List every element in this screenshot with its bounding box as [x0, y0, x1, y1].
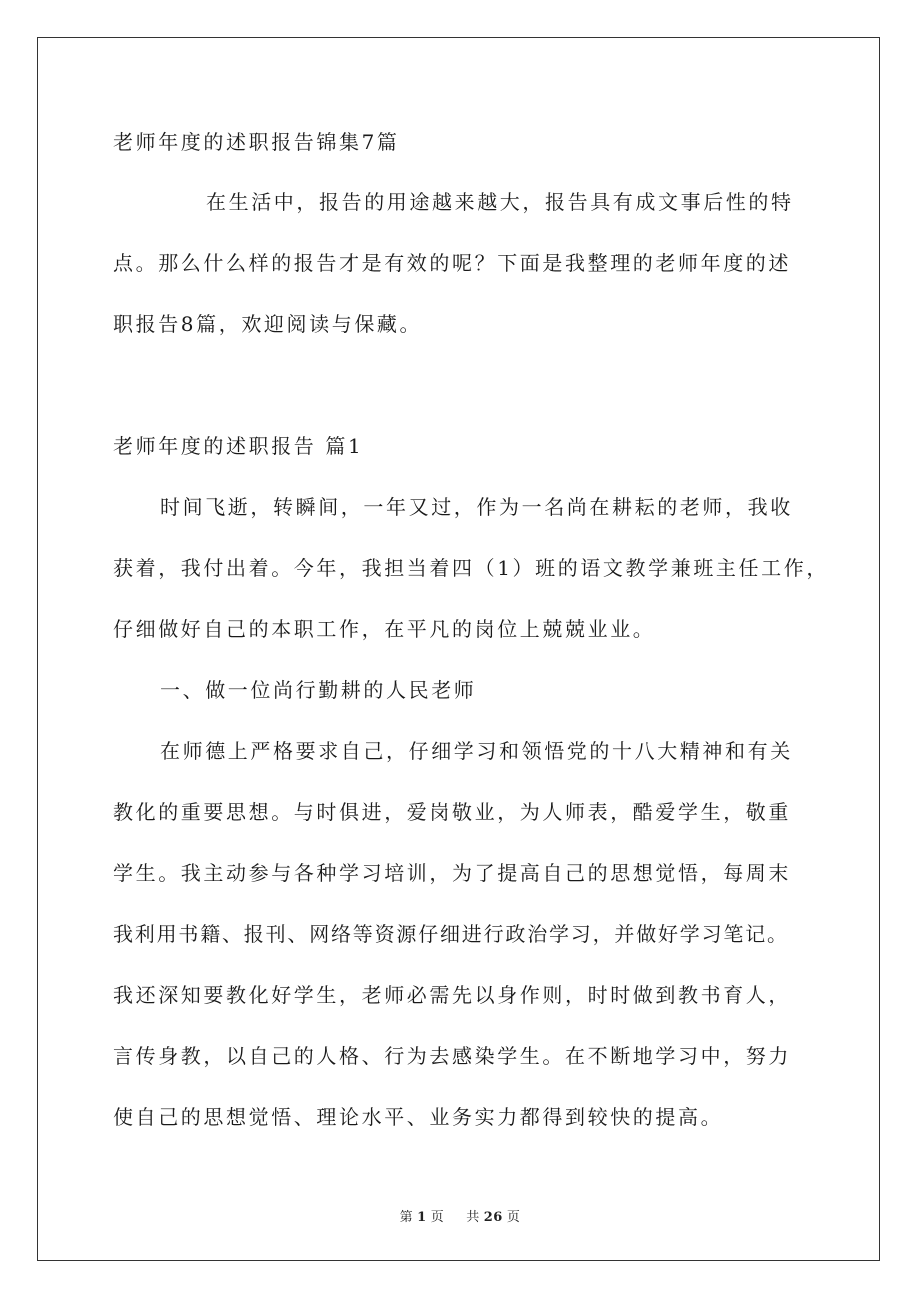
- page-border: [37, 37, 880, 1261]
- paragraph2-line-5: 我还深知要教化好学生，老师必需先以身作则，时时做到教书育人，: [113, 983, 791, 1007]
- page-suffix: 页: [430, 1210, 445, 1225]
- paragraph2-line-3: 学生。我主动参与各种学习培训，为了提高自己的思想觉悟，每周末: [113, 861, 791, 885]
- subheading: 一、做一位尚行勤耕的人民老师: [160, 678, 477, 702]
- paragraph2-line-1: 在师德上严格要求自己，仔细学习和领悟党的十八大精神和有关: [160, 739, 793, 763]
- paragraph1-line-1: 时间飞逝，转瞬间，一年又过，作为一名尚在耕耘的老师，我收: [160, 495, 793, 519]
- intro-line-1: 在生活中，报告的用途越来越大，报告具有成文事后性的特: [206, 190, 794, 214]
- paragraph2-line-7: 使自己的思想觉悟、理论水平、业务实力都得到较快的提高。: [113, 1105, 724, 1129]
- paragraph2-line-6: 言传身教，以自己的人格、行为去感染学生。在不断地学习中，努力: [113, 1044, 791, 1068]
- intro-line-3: 职报告8篇，欢迎阅读与保藏。: [113, 312, 423, 336]
- section-heading: 老师年度的述职报告 篇1: [113, 434, 364, 458]
- paragraph1-line-2: 获着，我付出着。今年，我担当着四（1）班的语文教学兼班主任工作，: [113, 556, 829, 580]
- page-total: 26: [483, 1210, 503, 1225]
- paragraph2-line-4: 我利用书籍、报刊、网络等资源仔细进行政治学习，并做好学习笔记。: [113, 922, 789, 946]
- page-prefix: 第: [399, 1210, 414, 1225]
- paragraph2-line-2: 教化的重要思想。与时俱进，爱岗敬业，为人师表，酷爱学生，敬重: [113, 800, 791, 824]
- document-title: 老师年度的述职报告锦集7篇: [113, 130, 400, 154]
- total-prefix: 共: [466, 1210, 480, 1225]
- intro-line-2: 点。那么什么样的报告才是有效的呢？下面是我整理的老师年度的述: [113, 251, 791, 275]
- paragraph1-line-3: 仔细做好自己的本职工作，在平凡的岗位上兢兢业业。: [113, 617, 656, 641]
- total-suffix: 页: [506, 1210, 521, 1225]
- page-footer: [0, 1206, 920, 1225]
- page-current: 1: [417, 1210, 427, 1225]
